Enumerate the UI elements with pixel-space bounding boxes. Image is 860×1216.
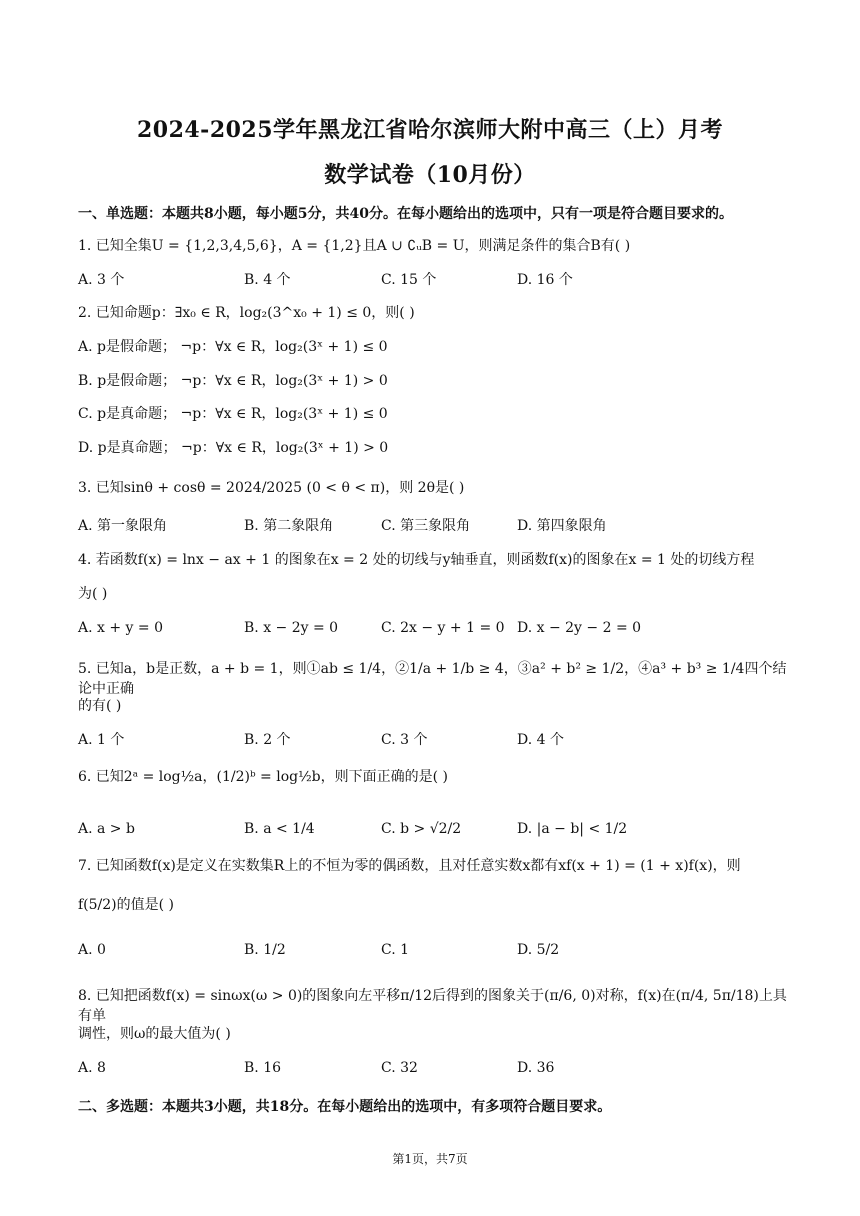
q4-option-c: C. 2x − y + 1 = 0: [381, 620, 505, 636]
q3-option-d: D. 第四象限角: [517, 518, 607, 534]
q7-option-c: C. 1: [381, 942, 410, 958]
page-footer: 第1页，共7页: [392, 1152, 468, 1166]
q5-option-b: B. 2 个: [244, 732, 291, 748]
q6-option-d: D. |a − b| < 1/2: [517, 821, 628, 837]
q2-option-b: B. p是假命题； ¬p：∀x ∈ R，log₂(3ˣ + 1) > 0: [78, 373, 388, 389]
q3-option-a: A. 第一象限角: [78, 518, 168, 534]
q3-option-c: C. 第三象限角: [381, 518, 471, 534]
exam-subtitle: 数学试卷（10月份）: [324, 162, 536, 188]
question-8-cont: 调性，则ω的最大值为( ): [78, 1026, 231, 1042]
q5-option-d: D. 4 个: [517, 732, 564, 748]
question-3: 3. 已知sinθ + cosθ = 2024/2025 (0 < θ < π)，则 2θ是( ): [78, 480, 465, 496]
question-2: 2. 已知命题p：∃x₀ ∈ R，log₂(3^x₀ + 1) ≤ 0，则( ): [78, 305, 415, 321]
question-8: 8. 已知把函数f(x) = sinωx(ω > 0)的图象向左平移π/12后得到的图象关于(π/6, 0)对称，f(x)在(π/4, 5π/18)上具有单: [78, 988, 787, 1024]
q1-option-a: A. 3 个: [78, 272, 125, 288]
q7-option-b: B. 1/2: [244, 942, 286, 958]
q8-option-c: C. 32: [381, 1060, 418, 1076]
q5-option-a: A. 1 个: [78, 732, 125, 748]
question-7: 7. 已知函数f(x)是定义在实数集R上的不恒为零的偶函数，且对任意实数x都有xf(x + 1) = (1 + x)f(x)，则: [78, 858, 741, 874]
q6-option-c: C. b > √2/2: [381, 821, 462, 837]
q4-option-d: D. x − 2y − 2 = 0: [517, 620, 642, 636]
q2-option-d: D. p是真命题； ¬p：∀x ∈ R，log₂(3ˣ + 1) > 0: [78, 440, 389, 456]
question-6: 6. 已知2ᵃ = log½a，(1/2)ᵇ = log½b，则下面正确的是( ): [78, 769, 448, 785]
q8-option-d: D. 36: [517, 1060, 555, 1076]
q1-option-d: D. 16 个: [517, 272, 573, 288]
q8-option-b: B. 16: [244, 1060, 282, 1076]
q3-option-b: B. 第二象限角: [244, 518, 334, 534]
section-multiple-choice: 二、多选题：本题共3小题，共18分。在每小题给出的选项中，有多项符合题目要求。: [78, 1099, 612, 1115]
q2-option-c: C. p是真命题； ¬p：∀x ∈ R，log₂(3ˣ + 1) ≤ 0: [78, 406, 388, 422]
question-4-cont: 为( ): [78, 586, 108, 602]
q5-option-c: C. 3 个: [381, 732, 428, 748]
exam-title: 2024-2025学年黑龙江省哈尔滨师大附中高三（上）月考: [136, 117, 724, 143]
q4-option-b: B. x − 2y = 0: [244, 620, 339, 636]
question-5: 5. 已知a，b是正数，a + b = 1，则①ab ≤ 1/4，②1/a + 1/b ≥ 4，③a² + b² ≥ 1/2，④a³ + b³ ≥ 1/4四个结论中正确: [78, 661, 787, 697]
section-single-choice: 一、单选题：本题共8小题，每小题5分，共40分。在每小题给出的选项中，只有一项是符合题目要求的。: [78, 206, 733, 222]
q8-option-a: A. 8: [78, 1060, 106, 1076]
q7-option-a: A. 0: [78, 942, 106, 958]
question-1: 1. 已知全集U = {1,2,3,4,5,6}，A = {1,2}且A ∪ ∁ᵤB = U，则满足条件的集合B有( ): [78, 238, 631, 254]
q6-option-b: B. a < 1/4: [244, 821, 315, 837]
question-7-cont: f(5/2)的值是( ): [78, 897, 175, 913]
q1-option-b: B. 4 个: [244, 272, 291, 288]
q6-option-a: A. a > b: [78, 821, 135, 837]
q2-option-a: A. p是假命题； ¬p：∀x ∈ R，log₂(3ˣ + 1) ≤ 0: [78, 339, 388, 355]
q1-option-c: C. 15 个: [381, 272, 437, 288]
question-5-cont: 的有( ): [78, 698, 122, 714]
q4-option-a: A. x + y = 0: [78, 620, 163, 636]
question-4: 4. 若函数f(x) = lnx − ax + 1 的图象在x = 2 处的切线与y轴垂直，则函数f(x)的图象在x = 1 处的切线方程: [78, 552, 755, 568]
q7-option-d: D. 5/2: [517, 942, 560, 958]
